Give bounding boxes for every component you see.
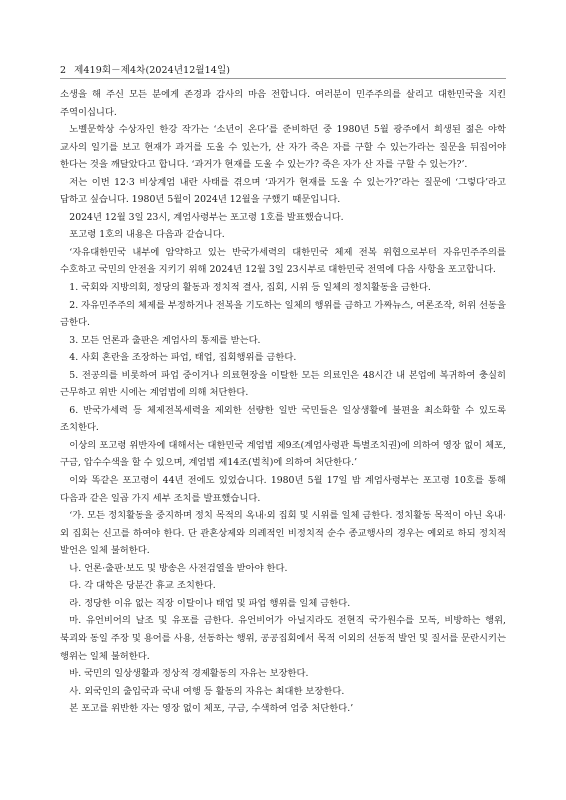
decree-item: 1. 국회와 지방의회, 정당의 활동과 정치적 결사, 집회, 시위 등 일체의 정치활동을 금한다.: [69, 282, 431, 294]
body-paragraph: 소생을 해 주신 모든 분에게 존경과 감사의 마음 전합니다. 여러분이 민주주의를 살리고 대한민국을 지킨 주역이십니다.: [60, 89, 506, 118]
decree-item: 4. 사회 혼란을 조장하는 파업, 태업, 집회행위를 금한다.: [69, 352, 297, 364]
session-info: 제419회－제4차(2024년12월14일): [74, 65, 231, 76]
page-header: [60, 62, 230, 76]
decree-item: 3. 모든 언론과 출판은 계엄사의 통제를 받는다.: [69, 334, 261, 346]
document-body: [60, 86, 506, 718]
decree-item: 다. 각 대학은 당분간 휴교 조치한다.: [69, 580, 216, 592]
body-paragraph: 2024년 12월 3일 23시, 계엄사령부는 포고령 1호를 발표했습니다.: [69, 211, 344, 223]
header-divider: [60, 78, 506, 79]
decree-item: 라. 정당한 이유 없는 직장 이탈이나 태업 및 파업 행위를 일체 금한다.: [69, 597, 351, 609]
decree-item: 나. 언론·출판·보도 및 방송은 사전검열을 받아야 한다.: [69, 562, 288, 574]
decree-item: ‘가. 모든 정치활동을 중지하며 정치 목적의 옥내·외 집회 및 시위를 일체 금한다. 정치활동 목적이 아닌 옥내·외 집회는 신고를 하여야 한다. 단 관혼상제와 의례적인 비정치적 순수 종교행사의 경우는 예외로 하되 정치적 발언은 일체 불허한다.: [60, 510, 506, 557]
body-paragraph: 저는 이번 12·3 비상계엄 내란 사태를 겪으며 ‘과거가 현재를 도울 수 있는가?’라는 질문에 ‘그렇다’라고 답하고 싶습니다. 1980년 5월이 2024년 12월을 구했기 때문입니다.: [60, 176, 506, 206]
page-number: 2: [60, 65, 67, 76]
decree-item: 5. 전공의를 비롯하여 파업 중이거나 의료현장을 이탈한 모든 의료인은 48시간 내 본업에 복귀하여 충실히 근무하고 위반 시에는 계엄법에 의해 처단한다.: [60, 369, 506, 399]
decree-closing: 본 포고를 위반한 자는 영장 없이 체포, 구금, 수색하여 엄중 처단한다.’: [69, 703, 354, 715]
decree-item: 마. 유언비어의 날조 및 유포를 금한다. 유언비어가 아닐지라도 전현직 국가원수를 모독, 비방하는 행위, 북괴와 동일 주장 및 용어를 사용, 선동하는 행위, 공공집회에서 목적 이외의 선동적 발언 및 질서를 문란시키는 행위는 일체 불허한다.: [60, 615, 506, 662]
decree-closing: 이상의 포고령 위반자에 대해서는 대한민국 계엄법 제9조(계엄사령관 특별조치권)에 의하여 영장 없이 체포, 구금, 압수수색을 할 수 있으며, 계엄법 제14조(벌칙)에 의하여 처단한다.’: [60, 439, 506, 469]
body-paragraph: 이와 똑같은 포고령이 44년 전에도 있었습니다. 1980년 5월 17일 밤 계엄사령부는 포고령 10호를 통해 다음과 같은 일곱 가지 세부 조치를 발표했습니다.: [60, 475, 506, 504]
body-paragraph: 노벨문학상 수상자인 한강 작가는 ‘소년이 온다’를 준비하던 중 1980년 5월 광주에서 희생된 젊은 야학 교사의 일기를 보고 현재가 과거를 도울 수 있는가, 산 자가 죽은 자를 구할 수 있는가라는 질문을 뒤집어야 한다는 것을 깨달았다고 합니다. ‘과거가 현재를 도울 수 있는가? 죽은 자가 산 자를 구할 수 있는가?’.: [60, 124, 506, 171]
decree-item: 바. 국민의 일상생활과 정상적 경제활동의 자유는 보장한다.: [69, 668, 309, 680]
decree-item: 2. 자유민주주의 체제를 부정하거나 전복을 기도하는 일체의 행위를 금하고 가짜뉴스, 여론조작, 허위 선동을 금한다.: [60, 299, 506, 329]
decree-preamble: ‘자유대한민국 내부에 암약하고 있는 반국가세력의 대한민국 체제 전복 위협으로부터 자유민주주의를 수호하고 국민의 안전을 지키기 위해 2024년 12월 3일 23시부로 대한민국 전역에 다음 사항을 포고합니다.: [60, 246, 506, 276]
decree-item: 6. 반국가세력 등 체제전복세력을 제외한 선량한 일반 국민들은 일상생활에 불편을 최소화할 수 있도록 조치한다.: [60, 404, 506, 434]
decree-item: 사. 외국인의 출입국과 국내 여행 등 활동의 자유는 최대한 보장한다.: [69, 685, 345, 697]
body-paragraph: 포고령 1호의 내용은 다음과 같습니다.: [69, 229, 225, 241]
